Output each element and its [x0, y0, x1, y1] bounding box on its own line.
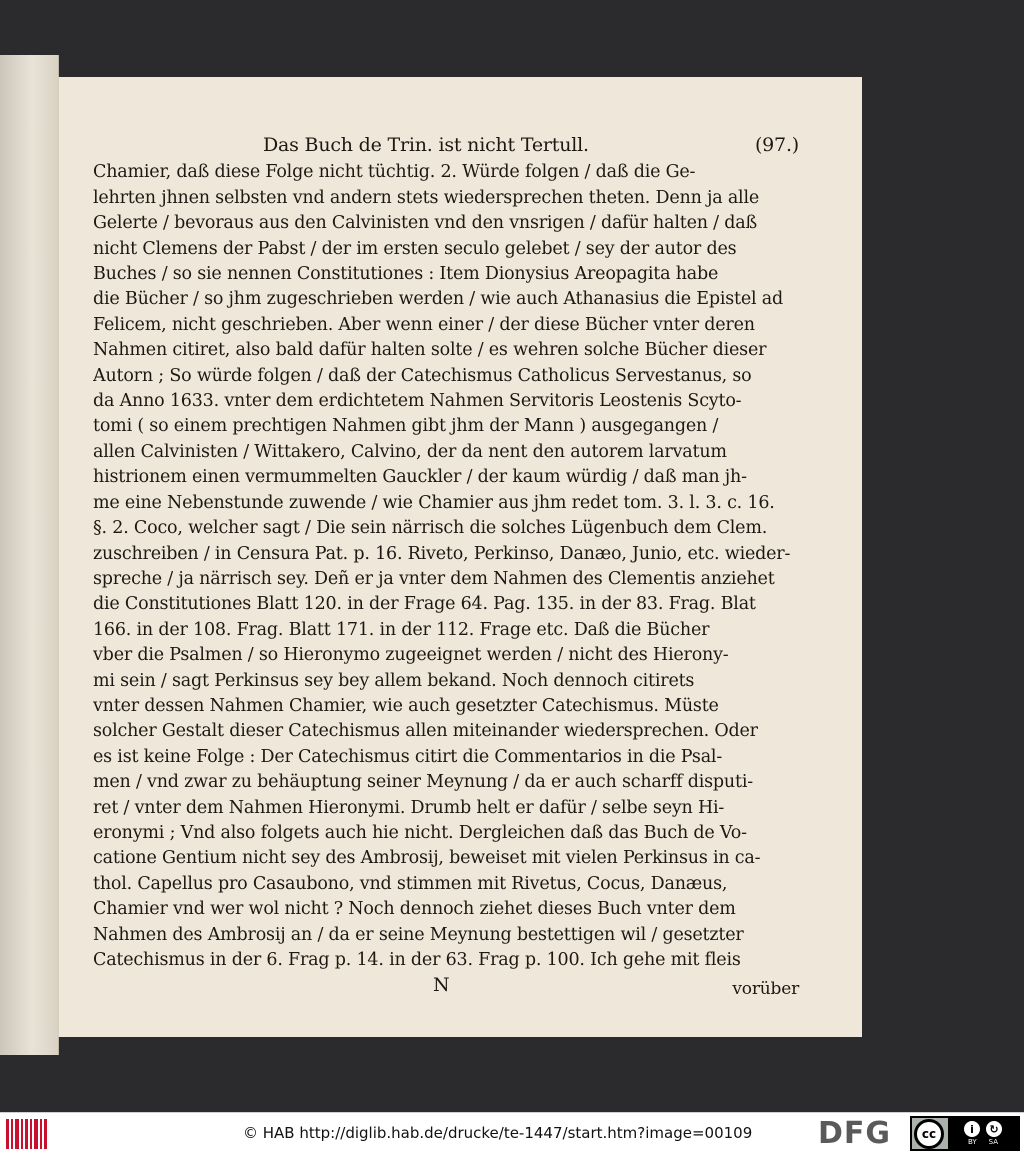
- license-sa-label: SA: [988, 1138, 999, 1146]
- text-line: spreche / ja närrisch sey. Deñ er ja vnter dem Nahmen des Clementis anziehet: [93, 568, 775, 589]
- text-line: die Constitutiones Blatt 120. in der Frage 64. Pag. 135. in der 83. Frag. Blat: [93, 594, 756, 615]
- text-line: tomi ( so einem prechtigen Nahmen gibt jhm der Mann ) ausgegangen /: [93, 416, 719, 437]
- page-number: (97.): [754, 134, 799, 156]
- text-line: Gelerte / bevoraus aus den Calvinisten vnd den vnsrigen / dafür halten / daß: [93, 213, 757, 234]
- source-credit-link[interactable]: © HAB http://diglib.hab.de/drucke/te-1447/start.htm?image=00109: [243, 1124, 753, 1142]
- text-line: mi sein / sagt Perkinsus sey bey allem bekand. Noch dennoch citirets: [93, 670, 695, 691]
- share-alike-icon: ↻: [986, 1121, 1002, 1137]
- text-line: Nahmen citiret, also bald dafür halten solte / es wehren solche Bücher dieser: [93, 340, 767, 361]
- text-line: 166. in der 108. Frag. Blatt 171. in der 112. Frage etc. Daß die Bücher: [93, 619, 710, 640]
- dfg-logo: DFG: [818, 1116, 892, 1151]
- header-title: Das Buch de Trin. ist nicht Tertull.: [263, 134, 589, 156]
- text-line: lehrten jhnen selbsten vnd andern stets wiedersprechen theten. Denn ja alle: [93, 187, 760, 208]
- text-line: es ist keine Folge : Der Catechismus citirt die Commentarios in die Psal-: [93, 746, 723, 767]
- text-line: nicht Clemens der Pabst / der im ersten seculo gelebet / sey der autor des: [93, 238, 737, 259]
- running-header: [263, 133, 799, 158]
- text-line: thol. Capellus pro Casaubono, vnd stimmen mit Rivetus, Cocus, Danæus,: [93, 873, 728, 894]
- text-line: Catechismus in der 6. Frag p. 14. in der 63. Frag p. 100. Ich gehe mit fleis: [93, 950, 741, 970]
- text-line: ret / vnter dem Nahmen Hieronymi. Drumb helt er dafür / selbe seyn Hi-: [93, 797, 725, 818]
- text-line: solcher Gestalt dieser Catechismus allen miteinander wiedersprechen. Oder: [93, 721, 758, 742]
- text-line: vber die Psalmen / so Hieronymo zugeeignet werden / nicht des Hierony-: [93, 645, 729, 666]
- text-line: §. 2. Coco, welcher sagt / Die sein närrisch die solches Lügenbuch dem Clem.: [93, 518, 768, 539]
- attribution-icon: i: [964, 1121, 980, 1137]
- text-line: vnter dessen Nahmen Chamier, wie auch gesetzter Catechismus. Müste: [93, 695, 719, 716]
- text-line: Chamier vnd wer wol nicht ? Noch dennoch ziehet dieses Buch vnter dem: [93, 899, 736, 920]
- text-line: men / vnd zwar zu behäuptung seiner Meynung / da er auch scharff disputi-: [93, 772, 753, 793]
- book-page: [57, 77, 862, 1037]
- catchword: vorüber: [732, 979, 799, 1000]
- text-line: Felicem, nicht geschrieben. Aber wenn einer / der diese Bücher vnter deren: [93, 314, 755, 335]
- text-line: die Bücher / so jhm zugeschrieben werden / wie auch Athanasius die Epistel ad: [93, 289, 784, 310]
- page-foot: [93, 973, 799, 998]
- text-line: catione Gentium nicht sey des Ambrosij, beweiset mit vielen Perkinsus in ca-: [93, 848, 761, 869]
- text-line: me eine Nebenstunde zuwende / wie Chamier aus jhm redet tom. 3. l. 3. c. 16.: [93, 492, 775, 513]
- page-text: [93, 133, 799, 998]
- text-line: Chamier, daß diese Folge nicht tüchtig. 2. Würde folgen / daß die Ge-: [93, 162, 696, 183]
- text-line: Buches / so sie nennen Constitutiones : Item Dionysius Areopagita habe: [93, 264, 719, 285]
- text-line: zuschreiben / in Censura Pat. p. 16. Riveto, Perkinso, Danæo, Junio, etc. wieder-: [93, 543, 791, 564]
- text-line: Autorn ; So würde folgen / daß der Catechismus Catholicus Servestanus, so: [93, 365, 752, 386]
- barcode-icon: [6, 1119, 48, 1149]
- signature-mark: N: [433, 974, 450, 997]
- facing-page-edge: [0, 55, 59, 1055]
- text-line: Nahmen des Ambrosij an / da er seine Meynung bestettigen wil / gesetzter: [93, 924, 744, 945]
- text-line: eronymi ; Vnd also folgets auch hie nicht. Dergleichen daß das Buch de Vo-: [93, 822, 747, 843]
- footer-bar: [0, 1112, 1024, 1154]
- license-by-label: BY: [967, 1138, 977, 1146]
- text-line: allen Calvinisten / Wittakero, Calvino, der da nent den autorem larvatum: [93, 441, 727, 462]
- license-terms: [948, 1118, 1018, 1149]
- text-lines: [93, 160, 799, 973]
- text-line: da Anno 1633. vnter dem erdichtetem Nahmen Servitoris Leostenis Scyto-: [93, 391, 742, 412]
- cc-icon: cc: [914, 1119, 944, 1149]
- text-line: histrionem einen vermummelten Gauckler / der kaum würdig / daß man jh-: [93, 467, 747, 488]
- cc-license-badge[interactable]: [910, 1116, 1020, 1151]
